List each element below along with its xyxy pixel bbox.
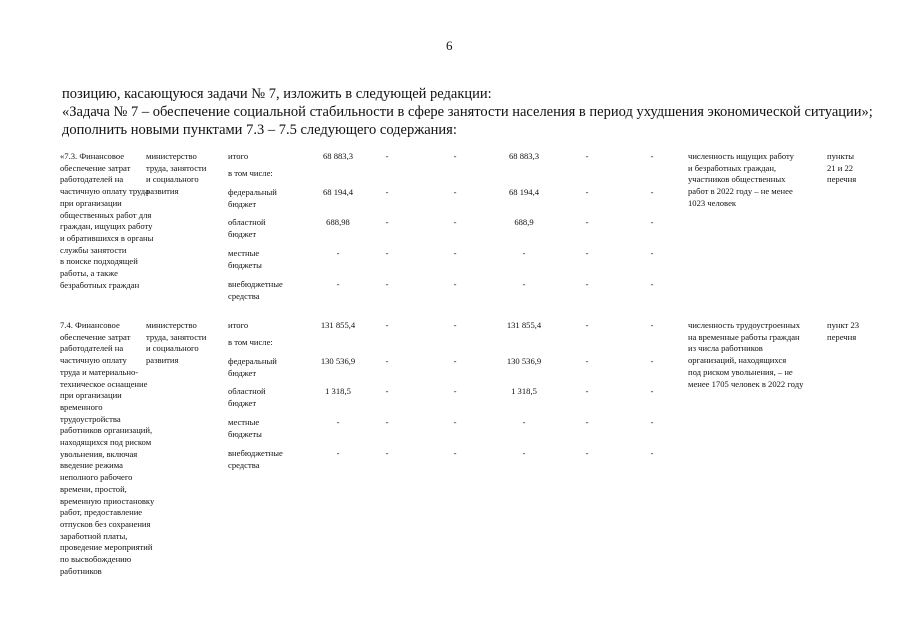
value-2022-cell: 68 194,4 [508, 187, 540, 197]
value-cell: - [650, 279, 654, 289]
funding-source-line: федеральный [228, 356, 277, 366]
measure-name-line: граждан, ищущих работу [60, 221, 153, 232]
funding-source-line: областной [228, 386, 266, 396]
measure-name-line: заработной платы, [60, 530, 128, 541]
executor-line: министерство [146, 320, 197, 330]
funding-source-line: итого [228, 151, 249, 161]
measure-name-line: по высвобождению [60, 554, 132, 564]
value-cell: - [453, 187, 457, 197]
measure-name-line: находящихся под риском [60, 437, 152, 447]
value-cell: - [385, 417, 389, 427]
value-cell: - [650, 320, 654, 330]
measure-name-line: времени, простой, [60, 483, 127, 494]
value-cell: - [585, 386, 589, 396]
indicator-line: и безработных граждан, [688, 162, 777, 173]
funding-source-line: бюджет [228, 397, 257, 408]
value-cell: - [650, 187, 654, 197]
measure-name-line: частичную оплату труда [60, 186, 149, 197]
value-cell: - [585, 248, 589, 258]
measure-name-line: техническое оснащение [60, 378, 148, 389]
value-cell: - [453, 279, 457, 289]
value-cell: - [453, 217, 457, 227]
executor-line: труда, занятости [146, 162, 207, 173]
executor-line: и социального [146, 174, 199, 185]
measure-name-line: проведение мероприятий [60, 542, 153, 553]
value-cell: - [453, 386, 457, 396]
measure-name-line: временного [60, 401, 103, 412]
value-cell: - [453, 417, 457, 427]
measure-name-line: труда и материально- [60, 366, 139, 377]
measure-name-line: «7.3. Финансовое [60, 151, 125, 161]
funding-source-line: в том числе: [228, 337, 273, 347]
indicator-line: работ в 2022 году – не менее [688, 186, 793, 197]
measure-name-line: работ, предоставление [60, 507, 143, 518]
value-cell: - [385, 448, 389, 458]
measure-name-line: работодателей на [60, 343, 124, 354]
executor-line: и социального [146, 343, 199, 354]
value-2022-cell: - [522, 279, 526, 289]
list-point-line: пункты [827, 151, 855, 161]
value-total-cell: 130 536,9 [320, 356, 356, 366]
list-point-line: пункт 23 [827, 320, 860, 330]
executor-line: труда, занятости [146, 331, 207, 342]
value-total-cell: - [336, 448, 340, 458]
measure-name-line: при организации [60, 390, 122, 401]
indicator-line: численность ищущих работу [688, 151, 794, 161]
value-cell: - [585, 217, 589, 227]
funding-source-line: местные [228, 417, 260, 427]
measure-name-line: трудоустройства [60, 413, 121, 424]
value-cell: - [453, 320, 457, 330]
indicator-line: из числа работников [688, 343, 763, 354]
funding-source-line: внебюджетные [228, 279, 283, 289]
value-cell: - [650, 151, 654, 161]
measure-name-line: неполного рабочего [60, 472, 133, 483]
value-cell: - [385, 386, 389, 396]
value-cell: - [650, 417, 654, 427]
measure-name-line: в поиске подходящей [60, 256, 138, 267]
funding-source-line: средства [228, 290, 260, 301]
funding-source-line: бюджеты [228, 259, 262, 270]
funding-source-line: бюджет [228, 228, 257, 239]
measure-name-line: обеспечение затрат [60, 162, 131, 173]
funding-source-line: местные [228, 248, 260, 258]
value-total-cell: 68 194,4 [322, 187, 354, 197]
value-cell: - [385, 320, 389, 330]
measure-name-line: службы занятости [60, 244, 127, 255]
value-2022-cell: - [522, 248, 526, 258]
funding-source-line: итого [228, 320, 249, 330]
value-total-cell: - [336, 279, 340, 289]
value-cell: - [585, 279, 589, 289]
value-cell: - [585, 448, 589, 458]
indicator-line: под риском увольнения, – не [688, 366, 793, 377]
measure-name-line: общественных работ для [60, 209, 152, 220]
funding-source-line: областной [228, 217, 266, 227]
measure-name-line: работы, а также [60, 268, 118, 278]
value-total-cell: 68 883,3 [322, 151, 354, 161]
value-cell: - [453, 356, 457, 366]
value-cell: - [385, 356, 389, 366]
funding-source-line: федеральный [228, 187, 277, 197]
value-2022-cell: 1 318,5 [511, 386, 537, 396]
value-total-cell: 131 855,4 [320, 320, 356, 330]
value-cell: - [453, 448, 457, 458]
value-cell: - [585, 151, 589, 161]
page-number: 6 [446, 38, 453, 53]
list-point-line: перечня [827, 331, 857, 342]
value-cell: - [453, 151, 457, 161]
value-cell: - [650, 217, 654, 227]
measure-name-line: введение режима [60, 460, 123, 471]
value-cell: - [585, 187, 589, 197]
indicator-line: численность трудоустроенных [688, 320, 801, 330]
funding-source-line: бюджет [228, 198, 257, 209]
value-total-cell: 688,98 [326, 217, 350, 227]
value-cell: - [385, 248, 389, 258]
value-2022-cell: 68 883,3 [508, 151, 540, 161]
value-total-cell: - [336, 248, 340, 258]
indicator-line: организаций, находящихся [688, 355, 787, 366]
value-total-cell: 1 318,5 [325, 386, 351, 396]
funding-source-line: бюджеты [228, 428, 262, 439]
measure-name-line: 7.4. Финансовое [60, 320, 120, 330]
value-cell: - [585, 356, 589, 366]
measure-name-line: работодателей на [60, 174, 124, 185]
indicator-line: участников общественных [688, 174, 786, 185]
measure-name-line: безработных граждан [60, 279, 140, 290]
value-cell: - [453, 248, 457, 258]
measure-name-line: временную приостановку [60, 495, 155, 506]
value-cell: - [650, 356, 654, 366]
indicator-line: менее 1705 человек в 2022 году [688, 378, 804, 389]
value-2022-cell: 130 536,9 [506, 356, 542, 366]
measure-name-line: увольнения, включая [60, 448, 138, 459]
value-cell: - [385, 217, 389, 227]
funding-source-line: средства [228, 459, 260, 470]
value-total-cell: - [336, 417, 340, 427]
value-cell: - [650, 448, 654, 458]
value-2022-cell: 131 855,4 [506, 320, 542, 330]
measure-name-line: отпусков без сохранения [60, 518, 151, 529]
list-point-line: перечня [827, 174, 857, 185]
measure-name-line: работников [60, 565, 102, 576]
value-cell: - [650, 248, 654, 258]
measure-name-line: при организации [60, 197, 122, 208]
measure-name-line: и обратившихся в органы [60, 232, 154, 243]
intro-line-2: «Задача № 7 – обеспечение социальной стабильности в сфере занятости населения в период ухудшения экономической ситуации»; [62, 104, 873, 120]
executor-line: развития [146, 355, 179, 366]
measure-name-line: работников организаций, [60, 425, 153, 436]
value-cell: - [385, 279, 389, 289]
value-cell: - [385, 187, 389, 197]
value-2022-cell: - [522, 448, 526, 458]
value-cell: - [385, 151, 389, 161]
intro-line-1: позицию, касающуюся задачи № 7, изложить в следующей редакции: [62, 86, 492, 102]
measure-name-line: частичную оплату [60, 355, 127, 366]
value-2022-cell: - [522, 417, 526, 427]
value-cell: - [585, 417, 589, 427]
funding-source-line: бюджет [228, 367, 257, 378]
intro-line-3: дополнить новыми пунктами 7.3 – 7.5 следующего содержания: [62, 122, 457, 138]
funding-source-line: в том числе: [228, 168, 273, 178]
indicator-line: 1023 человек [688, 197, 737, 208]
executor-line: министерство [146, 151, 197, 161]
indicator-line: на временные работы граждан [688, 331, 800, 342]
list-point-line: 21 и 22 [827, 162, 854, 173]
value-cell: - [650, 386, 654, 396]
measure-name-line: обеспечение затрат [60, 331, 131, 342]
funding-source-line: внебюджетные [228, 448, 283, 458]
executor-line: развития [146, 186, 179, 197]
value-2022-cell: 688,9 [514, 217, 534, 227]
value-cell: - [585, 320, 589, 330]
